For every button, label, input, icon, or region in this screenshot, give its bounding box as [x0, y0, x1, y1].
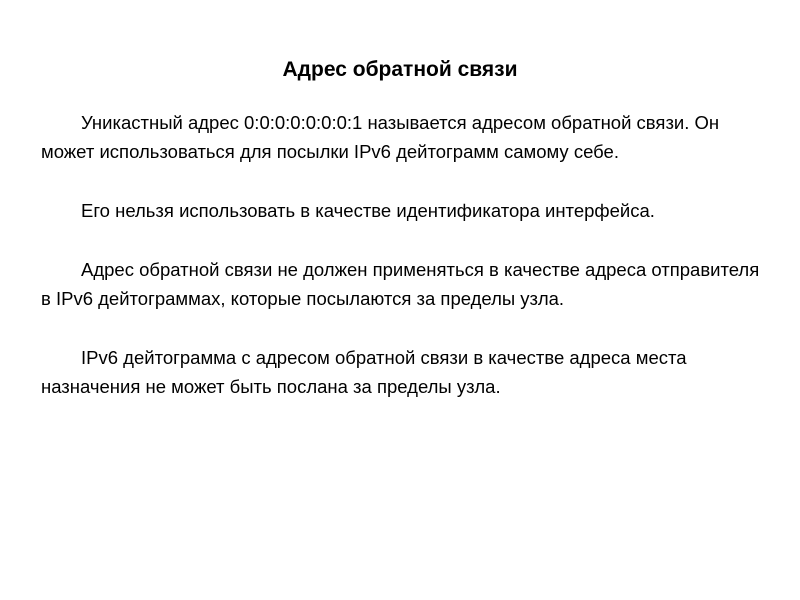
paragraph-interface-restriction: Его нельзя использовать в качестве идентификатора интерфейса. [81, 200, 655, 221]
paragraph-destination-restriction: IPv6 дейтограмма с адресом обратной связи в качестве адреса места назначения не может быть послана за пределы узла. [41, 347, 687, 397]
slide-title: Адрес обратной связи [282, 58, 518, 81]
paragraph-source-restriction: Адрес обратной связи не должен применяться в качестве адреса отправителя в IPv6 дейтограммах, которые посылаются за пределы узла. [41, 259, 760, 309]
slide-body [41, 108, 761, 431]
paragraph-loopback-definition: Уникастный адрес 0:0:0:0:0:0:0:1 называется адресом обратной связи. Он может использоваться для посылки IPv6 дейтограмм самому себе. [41, 112, 720, 162]
